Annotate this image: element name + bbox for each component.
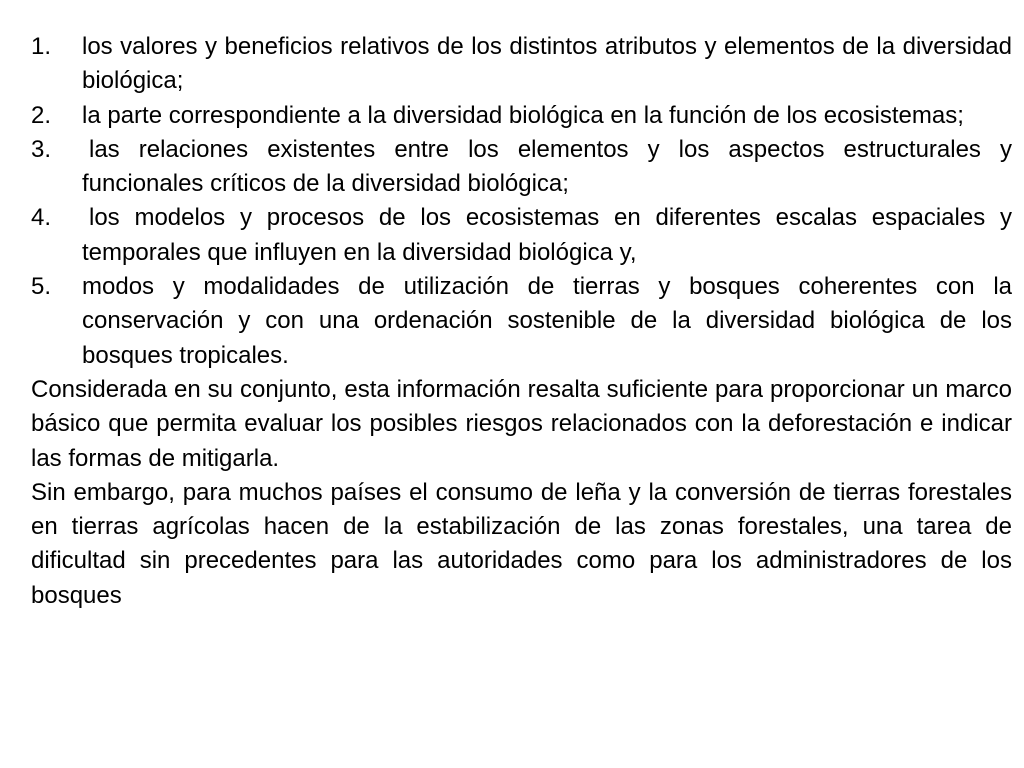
body-paragraph: Sin embargo, para muchos países el consumo de leña y la conversión de tierras forestales en tierras agrícolas hacen de la estabilización de las zonas forestales, una tarea de dificultad sin precedentes para las autoridades como para los administradores de los bosques <box>31 478 1012 609</box>
list-item-number: 5. <box>31 273 52 301</box>
list-item <box>31 270 1012 373</box>
list-item <box>31 133 1012 202</box>
list-item <box>31 201 1012 270</box>
list-item-number: 3. <box>31 135 52 163</box>
list-item-text: modos y modalidades de utilización de tierras y bosques coherentes con la conservación y con una ordenación sostenible de la diversidad biológica de los bosques tropicales. <box>82 273 1012 369</box>
slide-body <box>31 30 1012 613</box>
numbered-list <box>31 30 1012 373</box>
list-item-number: 4. <box>31 204 52 232</box>
body-paragraph: Considerada en su conjunto, esta información resalta suficiente para proporcionar un marco básico que permita evaluar los posibles riesgos relacionados con la deforestación e indicar las formas de mitigarla. <box>31 375 1012 472</box>
list-item <box>31 99 1012 133</box>
list-item-text: los valores y beneficios relativos de los distintos atributos y elementos de la diversidad biológica; <box>82 33 1012 95</box>
list-item <box>31 30 1012 99</box>
list-item-text: la parte correspondiente a la diversidad biológica en la función de los ecosistemas; <box>82 101 964 129</box>
list-item-number: 2. <box>31 101 52 129</box>
list-item-number: 1. <box>31 33 52 60</box>
list-item-text: los modelos y procesos de los ecosistemas en diferentes escalas espaciales y temporales que influyen en la diversidad biológica y, <box>82 204 1012 266</box>
list-item-text: las relaciones existentes entre los elementos y los aspectos estructurales y funcionales críticos de la diversidad biológica; <box>82 135 1012 198</box>
